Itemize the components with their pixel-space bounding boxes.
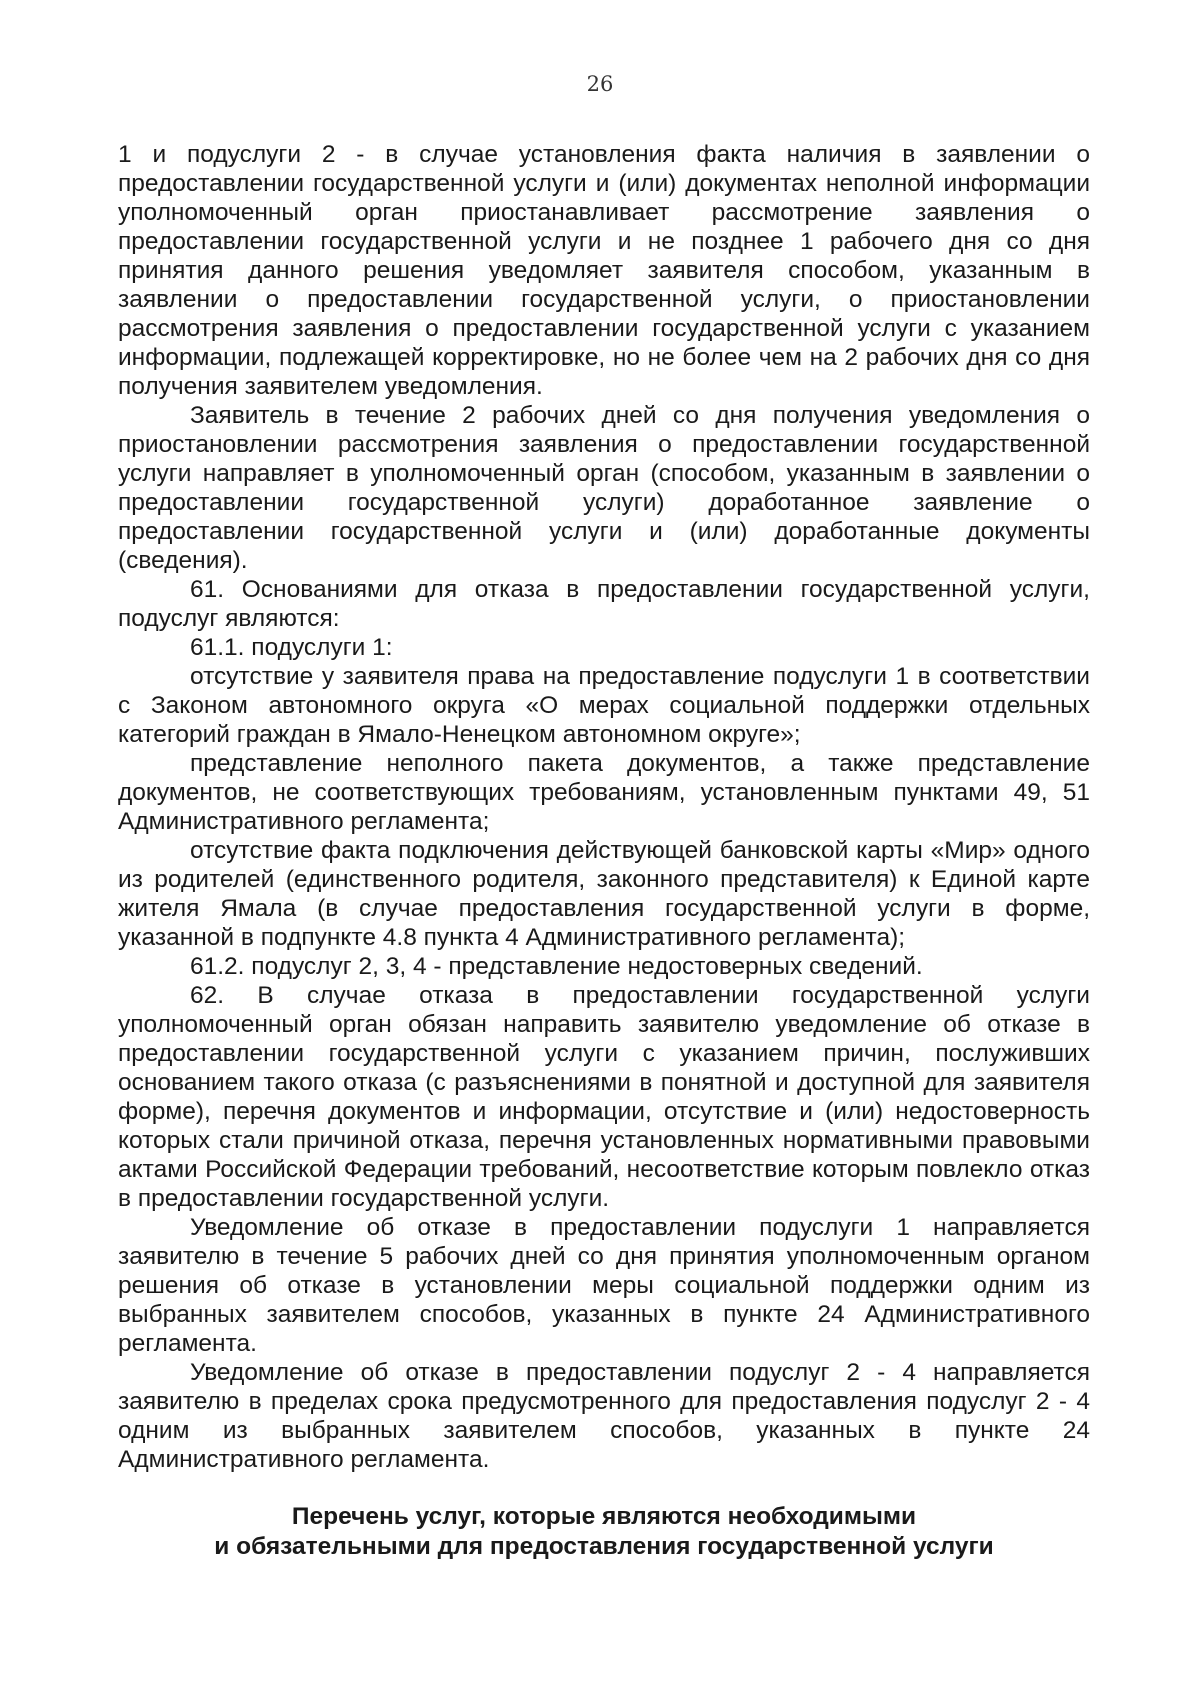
paragraph-no-mir-card: отсутствие факта подключения действующей банковской карты «Мир» одного из родителей (единственного родителя, законного представителя) к Единой карте жителя Ямала (в случае предоставления государственной услуги в форме, указанной в подпункте 4.8 пункта 4 Административного регламента); (118, 837, 1090, 951)
page-number: 26 (586, 72, 614, 96)
section-heading-line-2: и обязательными для предоставления государственной услуги (214, 1533, 994, 1560)
paragraph-61-refusal-grounds: 61. Основаниями для отказа в предоставлении государственной услуги, подуслуг являются: (118, 576, 1090, 632)
paragraph-applicant-revision: Заявитель в течение 2 рабочих дней со дня получения уведомления о приостановлении рассмотрения заявления о предоставлении государственной услуги направляет в уполномоченный орган (способом, указанным в заявлении о предоставлении государственной услуги) доработанное заявление о предоставлении государственной услуги и (или) доработанные документы (сведения). (118, 402, 1090, 574)
paragraph-61-2-subservices-2-4: 61.2. подуслуг 2, 3, 4 - представление недостоверных сведений. (190, 953, 923, 980)
paragraph-notice-subservice-1: Уведомление об отказе в предоставлении подуслуги 1 направляется заявителю в течение 5 рабочих дней со дня принятия уполномоченным органом решения об отказе в установлении меры социальной поддержки одним из выбранных заявителем способов, указанных в пункте 24 Административного регламента. (118, 1214, 1090, 1357)
document-body (118, 140, 1090, 1474)
paragraph-62-refusal-notice: 62. В случае отказа в предоставлении государственной услуги уполномоченный орган обязан направить заявителю уведомление об отказе в предоставлении государственной услуги с указанием причин, послуживших основанием такого отказа (с разъяснениями в понятной и доступной для заявителя форме), перечня документов и информации, отсутствие и (или) недостоверность которых стали причиной отказа, перечня установленных нормативными правовыми актами Российской Федерации требований, несоответствие которым повлекло отказ в предоставлении государственной услуги. (118, 982, 1090, 1212)
paragraph-no-right: отсутствие у заявителя права на предоставление подуслуги 1 в соответствии с Законом автономного округа «О мерах социальной поддержки отдельных категорий граждан в Ямало-Ненецком автономном округе»; (118, 663, 1090, 748)
section-heading-line-1: Перечень услуг, которые являются необходимыми (291, 1503, 917, 1530)
paragraph-suspension-continuation: 1 и подуслуги 2 - в случае установления факта наличия в заявлении о предоставлении государственной услуги и (или) документах неполной информации уполномоченный орган приостанавливает рассмотрение заявления о предоставлении государственной услуги и не позднее 1 рабочего дня со дня принятия данного решения уведомляет заявителя способом, указанным в заявлении о предоставлении государственной услуги, о приостановлении рассмотрения заявления о предоставлении государственной услуги с указанием информации, подлежащей корректировке, но не более чем на 2 рабочих дня со дня получения заявителем уведомления. (118, 141, 1090, 400)
section-heading (118, 1502, 1090, 1562)
paragraph-incomplete-package: представление неполного пакета документов, а также представление документов, не соответствующих требованиям, установленным пунктами 49, 51 Административного регламента; (118, 750, 1090, 835)
paragraph-61-1-subservice-1: 61.1. подуслуги 1: (190, 634, 393, 661)
paragraph-notice-subservices-2-4: Уведомление об отказе в предоставлении подуслуг 2 - 4 направляется заявителю в пределах срока предусмотренного для предоставления подуслуг 2 - 4 одним из выбранных заявителем способов, указанных в пункте 24 Административного регламента. (118, 1359, 1090, 1473)
